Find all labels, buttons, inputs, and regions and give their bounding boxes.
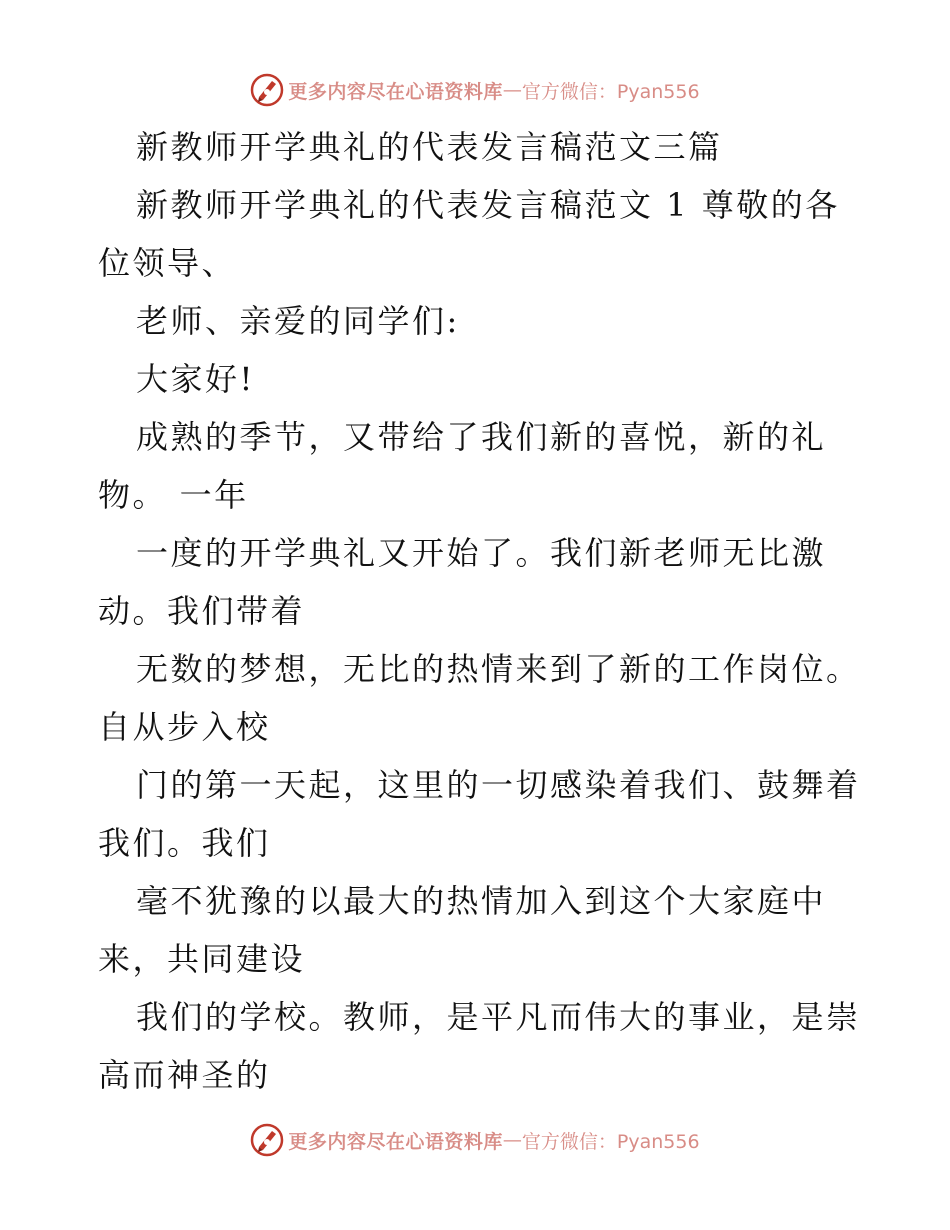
paragraph-line: 我们的学校。教师，是平凡而伟大的事业，是崇: [136, 998, 861, 1036]
document-title: 新教师开学典礼的代表发言稿范文三篇: [136, 128, 723, 166]
paragraph-line: 动。我们带着: [98, 592, 306, 630]
footer-contact-text: 官方微信：Pyan556: [521, 1130, 700, 1153]
page-header-banner: [0, 70, 950, 110]
header-brand-text: 更多内容尽在心语资料库: [288, 80, 503, 103]
pen-logo-icon: [250, 1123, 284, 1157]
paragraph-line: 高而神圣的: [98, 1056, 271, 1094]
header-separator: —: [502, 79, 522, 101]
header-contact-text: 官方微信：Pyan556: [521, 80, 700, 103]
document-body: [98, 118, 861, 1104]
paragraph-line: 无数的梦想，无比的热情来到了新的工作岗位。: [136, 650, 861, 688]
paragraph-line: 位领导、: [98, 244, 237, 282]
paragraph-line: 物。 一年: [98, 476, 249, 514]
footer-brand-text: 更多内容尽在心语资料库: [288, 1130, 503, 1153]
paragraph-line: 来，共同建设: [98, 940, 306, 978]
pen-logo-icon: [250, 73, 284, 107]
paragraph-line: 毫不犹豫的以最大的热情加入到这个大家庭中: [136, 882, 827, 920]
page-footer-banner: [0, 1120, 950, 1160]
paragraph-line: 老师、亲爱的同学们:: [136, 302, 460, 340]
paragraph-line: 大家好!: [136, 360, 255, 398]
paragraph-line: 新教师开学典礼的代表发言稿范文 1 尊敬的各: [136, 186, 840, 224]
paragraph-line: 门的第一天起，这里的一切感染着我们、鼓舞着: [136, 766, 861, 804]
paragraph-line: 我们。我们: [98, 824, 271, 862]
paragraph-line: 成熟的季节，又带给了我们新的喜悦，新的礼: [136, 418, 827, 456]
footer-separator: —: [502, 1129, 522, 1151]
paragraph-line: 一度的开学典礼又开始了。我们新老师无比激: [136, 534, 827, 572]
paragraph-line: 自从步入校: [98, 708, 271, 746]
